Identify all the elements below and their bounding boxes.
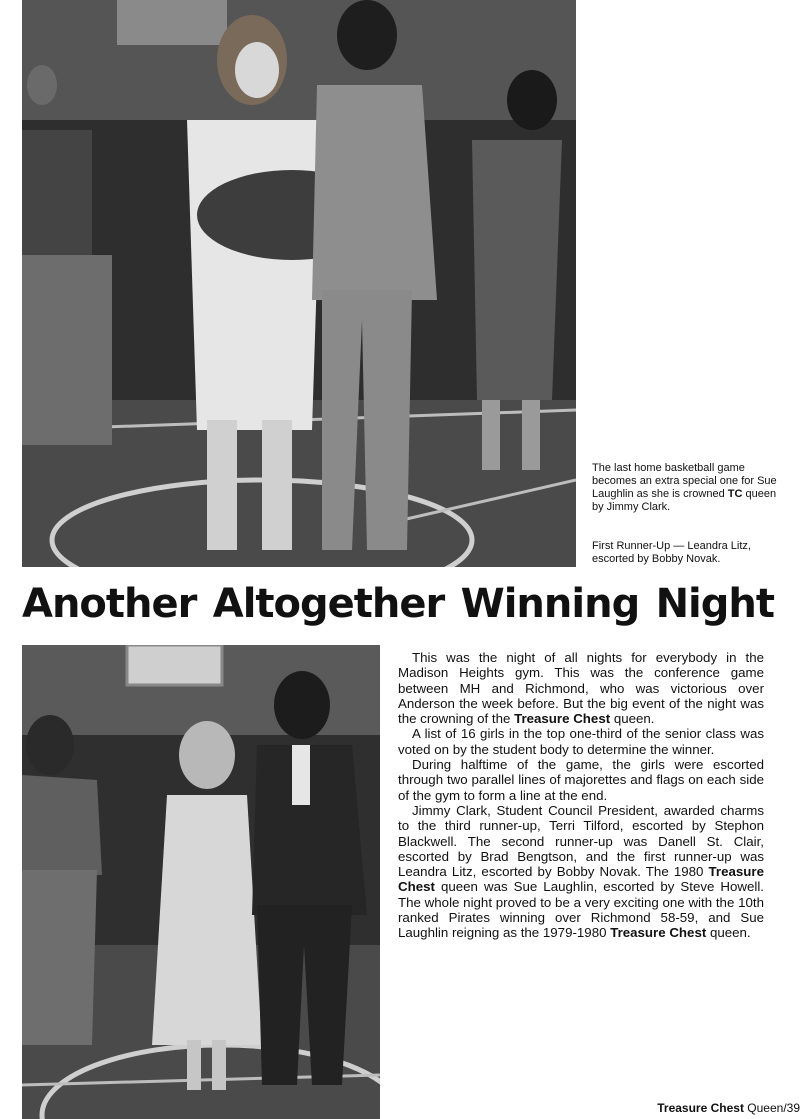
article-paragraph: Jimmy Clark, Student Council President, awarded charms to the third runner-up, Terri Tilford, escorted by Stephon Blackwell. The second runner-up was Danell St. Clair, escorted by Brad Bengtson, and the first runner-up was Leandra Litz, escorted by Bobby Novak. The 1980 Treasure Chest queen was Sue Laughlin, escorted by Steve Howell. The whole night proved to be a very exciting one with the 10th ranked Pirates winning over Richmond 58-59, and Sue Laughlin reigning as the 1979-1980 Treasure Chest queen. bbox=[398, 802, 764, 941]
crowning-photo bbox=[22, 0, 576, 567]
runner-up-photo bbox=[22, 645, 380, 1119]
crowning-caption: The last home basketball game becomes an extra special one for Sue Laughlin as she is crowned TC queen by Jimmy Clark. bbox=[592, 462, 777, 513]
runner-up-caption: First Runner-Up — Leandra Litz, escorted by Bobby Novak. bbox=[592, 540, 751, 565]
article-paragraph: This was the night of all nights for everybody in the Madison Heights gym. This was the conference game between MH and Richmond, who was victorious over Anderson the week before. But the big event of the night was the crowning of the Treasure Chest queen. bbox=[398, 650, 764, 727]
article-paragraph: A list of 16 girls in the top one-third of the senior class was voted on by the student body to determine the winner. bbox=[398, 726, 764, 757]
article-body bbox=[398, 650, 764, 941]
page-footer: Treasure Chest Queen/39 bbox=[657, 1101, 800, 1115]
article-paragraph: During halftime of the game, the girls were escorted through two parallel lines of majorettes and flags on each side of the gym to form a line at the end. bbox=[398, 757, 764, 803]
headline: Another Altogether Winning Night bbox=[22, 581, 774, 627]
